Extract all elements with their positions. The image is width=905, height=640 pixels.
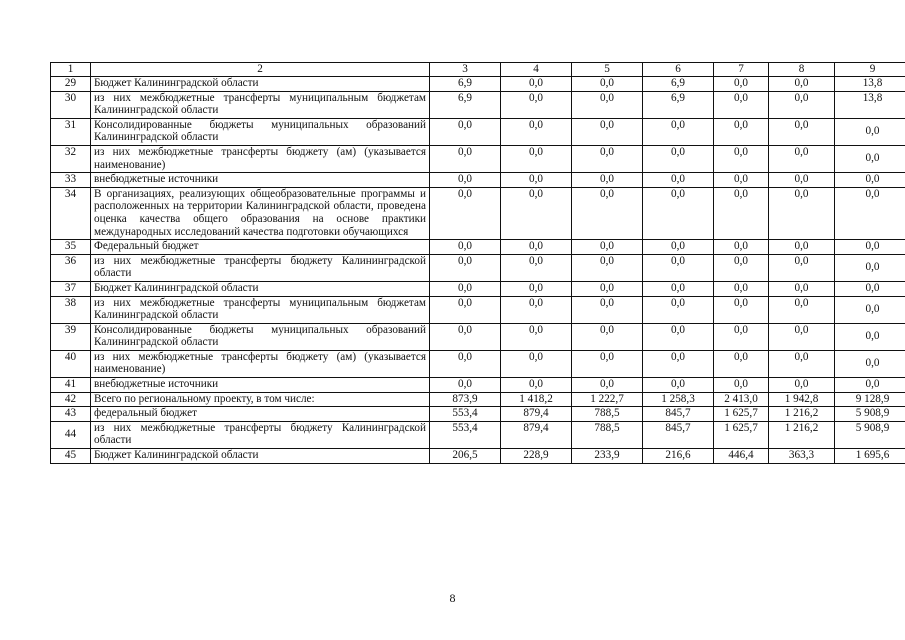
value-cell-col-8: 0,0 xyxy=(769,350,835,377)
value-cell-col-3: 0,0 xyxy=(430,145,501,172)
value-cell-col-9: 13,8 xyxy=(835,91,905,118)
value-cell-col-3: 0,0 xyxy=(430,378,501,393)
row-name: Консолидированные бюджеты муниципальных образований Калининградской области xyxy=(91,118,430,145)
value-cell-col-7: 1 625,7 xyxy=(714,407,769,422)
header-cell-9: 9 xyxy=(835,63,905,77)
table-row xyxy=(51,77,905,92)
header-cell-2: 2 xyxy=(91,63,430,77)
value-cell-col-9: 0,0 xyxy=(835,296,905,323)
value-cell-col-7: 0,0 xyxy=(714,187,769,239)
table-row xyxy=(51,323,905,350)
row-name: Бюджет Калининградской области xyxy=(91,281,430,296)
value-cell-col-7: 2 413,0 xyxy=(714,392,769,407)
value-cell-col-7: 0,0 xyxy=(714,173,769,188)
value-cell-col-6: 0,0 xyxy=(643,378,714,393)
budget-sheet xyxy=(50,62,890,464)
value-cell-col-8: 0,0 xyxy=(769,145,835,172)
row-name: из них межбюджетные трансферты муниципальным бюджетам Калининградской области xyxy=(91,296,430,323)
value-cell-col-4: 0,0 xyxy=(501,281,572,296)
row-number: 40 xyxy=(51,350,91,377)
value-cell-col-8: 0,0 xyxy=(769,254,835,281)
value-cell-col-4: 0,0 xyxy=(501,77,572,92)
value-cell-col-8: 0,0 xyxy=(769,240,835,255)
value-cell-col-8: 0,0 xyxy=(769,173,835,188)
table-row xyxy=(51,118,905,145)
row-number: 45 xyxy=(51,449,91,464)
row-name: внебюджетные источники xyxy=(91,173,430,188)
value-cell-col-9: 0,0 xyxy=(835,118,905,145)
row-name: Всего по региональному проекту, в том числе: xyxy=(91,392,430,407)
value-cell-col-6: 0,0 xyxy=(643,323,714,350)
value-cell-col-3: 0,0 xyxy=(430,323,501,350)
table-row xyxy=(51,187,905,239)
header-cell-4: 4 xyxy=(501,63,572,77)
row-number: 42 xyxy=(51,392,91,407)
value-cell-col-8: 0,0 xyxy=(769,378,835,393)
value-cell-col-3: 6,9 xyxy=(430,91,501,118)
value-cell-col-9: 0,0 xyxy=(835,323,905,350)
value-cell-col-9: 0,0 xyxy=(835,281,905,296)
value-cell-col-7: 446,4 xyxy=(714,449,769,464)
value-cell-col-5: 233,9 xyxy=(572,449,643,464)
value-cell-col-9: 0,0 xyxy=(835,240,905,255)
value-cell-col-8: 363,3 xyxy=(769,449,835,464)
value-cell-col-3: 0,0 xyxy=(430,118,501,145)
value-cell-col-8: 0,0 xyxy=(769,77,835,92)
value-cell-col-6: 0,0 xyxy=(643,118,714,145)
value-cell-col-5: 0,0 xyxy=(572,187,643,239)
value-cell-col-3: 6,9 xyxy=(430,77,501,92)
value-cell-col-9: 5 908,9 xyxy=(835,407,905,422)
page-number: 8 xyxy=(449,591,456,605)
row-number: 31 xyxy=(51,118,91,145)
header-cell-6: 6 xyxy=(643,63,714,77)
table-row xyxy=(51,449,905,464)
value-cell-col-8: 0,0 xyxy=(769,281,835,296)
value-cell-col-7: 1 625,7 xyxy=(714,421,769,448)
row-number: 41 xyxy=(51,378,91,393)
table-row xyxy=(51,350,905,377)
value-cell-col-8: 0,0 xyxy=(769,296,835,323)
value-cell-col-6: 0,0 xyxy=(643,240,714,255)
row-name: федеральный бюджет xyxy=(91,407,430,422)
row-number: 29 xyxy=(51,77,91,92)
table-row xyxy=(51,254,905,281)
value-cell-col-5: 0,0 xyxy=(572,281,643,296)
value-cell-col-6: 0,0 xyxy=(643,296,714,323)
value-cell-col-5: 0,0 xyxy=(572,77,643,92)
value-cell-col-9: 5 908,9 xyxy=(835,421,905,448)
column-number-header xyxy=(51,63,905,77)
header-cell-3: 3 xyxy=(430,63,501,77)
value-cell-col-3: 0,0 xyxy=(430,187,501,239)
row-number: 35 xyxy=(51,240,91,255)
table-row xyxy=(51,91,905,118)
value-cell-col-5: 788,5 xyxy=(572,421,643,448)
value-cell-col-5: 1 222,7 xyxy=(572,392,643,407)
value-cell-col-8: 0,0 xyxy=(769,187,835,239)
value-cell-col-5: 0,0 xyxy=(572,118,643,145)
value-cell-col-9: 0,0 xyxy=(835,145,905,172)
value-cell-col-3: 206,5 xyxy=(430,449,501,464)
value-cell-col-7: 0,0 xyxy=(714,145,769,172)
value-cell-col-3: 0,0 xyxy=(430,296,501,323)
value-cell-col-4: 0,0 xyxy=(501,296,572,323)
header-cell-8: 8 xyxy=(769,63,835,77)
row-number: 34 xyxy=(51,187,91,239)
value-cell-col-4: 0,0 xyxy=(501,240,572,255)
row-number: 36 xyxy=(51,254,91,281)
table-row xyxy=(51,281,905,296)
value-cell-col-8: 1 942,8 xyxy=(769,392,835,407)
row-name: Федеральный бюджет xyxy=(91,240,430,255)
table-row xyxy=(51,407,905,422)
value-cell-col-7: 0,0 xyxy=(714,77,769,92)
value-cell-col-5: 0,0 xyxy=(572,145,643,172)
header-cell-7: 7 xyxy=(714,63,769,77)
value-cell-col-5: 0,0 xyxy=(572,254,643,281)
value-cell-col-4: 228,9 xyxy=(501,449,572,464)
row-number: 30 xyxy=(51,91,91,118)
value-cell-col-9: 0,0 xyxy=(835,254,905,281)
row-number: 37 xyxy=(51,281,91,296)
value-cell-col-6: 1 258,3 xyxy=(643,392,714,407)
value-cell-col-8: 0,0 xyxy=(769,323,835,350)
value-cell-col-6: 0,0 xyxy=(643,173,714,188)
row-number: 32 xyxy=(51,145,91,172)
row-name: Бюджет Калининградской области xyxy=(91,77,430,92)
table-row xyxy=(51,145,905,172)
value-cell-col-3: 553,4 xyxy=(430,407,501,422)
value-cell-col-7: 0,0 xyxy=(714,91,769,118)
row-name: В организациях, реализующих общеобразовательные программы и расположенных на территории Калининградской области, проведена оценка качества общего образования на основе практики международных исследований качества подготовки обучающихся xyxy=(91,187,430,239)
value-cell-col-6: 6,9 xyxy=(643,77,714,92)
value-cell-col-5: 0,0 xyxy=(572,323,643,350)
header-cell-1: 1 xyxy=(51,63,91,77)
value-cell-col-5: 0,0 xyxy=(572,350,643,377)
row-name: из них межбюджетные трансферты бюджету (ам) (указывается наименование) xyxy=(91,350,430,377)
table-body xyxy=(51,63,905,464)
row-number: 39 xyxy=(51,323,91,350)
value-cell-col-8: 1 216,2 xyxy=(769,407,835,422)
row-name: из них межбюджетные трансферты муниципальным бюджетам Калининградской области xyxy=(91,91,430,118)
row-number: 38 xyxy=(51,296,91,323)
value-cell-col-6: 6,9 xyxy=(643,91,714,118)
value-cell-col-7: 0,0 xyxy=(714,118,769,145)
value-cell-col-3: 0,0 xyxy=(430,173,501,188)
value-cell-col-4: 0,0 xyxy=(501,323,572,350)
value-cell-col-5: 0,0 xyxy=(572,240,643,255)
value-cell-col-8: 0,0 xyxy=(769,118,835,145)
value-cell-col-7: 0,0 xyxy=(714,350,769,377)
value-cell-col-3: 0,0 xyxy=(430,350,501,377)
value-cell-col-4: 0,0 xyxy=(501,350,572,377)
row-name: Бюджет Калининградской области xyxy=(91,449,430,464)
value-cell-col-4: 879,4 xyxy=(501,407,572,422)
table-row xyxy=(51,392,905,407)
value-cell-col-3: 0,0 xyxy=(430,281,501,296)
row-name: из них межбюджетные трансферты бюджету Калининградской области xyxy=(91,254,430,281)
value-cell-col-6: 0,0 xyxy=(643,145,714,172)
value-cell-col-8: 0,0 xyxy=(769,91,835,118)
table-row xyxy=(51,240,905,255)
value-cell-col-5: 0,0 xyxy=(572,296,643,323)
table-row xyxy=(51,378,905,393)
value-cell-col-4: 0,0 xyxy=(501,187,572,239)
table-row xyxy=(51,173,905,188)
value-cell-col-6: 0,0 xyxy=(643,350,714,377)
row-number: 33 xyxy=(51,173,91,188)
value-cell-col-6: 0,0 xyxy=(643,281,714,296)
value-cell-col-3: 0,0 xyxy=(430,240,501,255)
value-cell-col-3: 0,0 xyxy=(430,254,501,281)
row-name: внебюджетные источники xyxy=(91,378,430,393)
value-cell-col-9: 13,8 xyxy=(835,77,905,92)
value-cell-col-9: 1 695,6 xyxy=(835,449,905,464)
value-cell-col-5: 0,0 xyxy=(572,378,643,393)
value-cell-col-6: 0,0 xyxy=(643,254,714,281)
value-cell-col-5: 788,5 xyxy=(572,407,643,422)
row-number: 43 xyxy=(51,407,91,422)
value-cell-col-6: 0,0 xyxy=(643,187,714,239)
value-cell-col-4: 0,0 xyxy=(501,378,572,393)
budget-table xyxy=(50,62,905,464)
value-cell-col-5: 0,0 xyxy=(572,91,643,118)
value-cell-col-4: 0,0 xyxy=(501,145,572,172)
value-cell-col-7: 0,0 xyxy=(714,254,769,281)
row-name: из них межбюджетные трансферты бюджету (ам) (указывается наименование) xyxy=(91,145,430,172)
value-cell-col-6: 845,7 xyxy=(643,407,714,422)
value-cell-col-9: 0,0 xyxy=(835,173,905,188)
row-name: Консолидированные бюджеты муниципальных образований Калининградской области xyxy=(91,323,430,350)
value-cell-col-4: 879,4 xyxy=(501,421,572,448)
value-cell-col-7: 0,0 xyxy=(714,240,769,255)
header-cell-5: 5 xyxy=(572,63,643,77)
row-name: из них межбюджетные трансферты бюджету Калининградской области xyxy=(91,421,430,448)
value-cell-col-3: 553,4 xyxy=(430,421,501,448)
value-cell-col-4: 1 418,2 xyxy=(501,392,572,407)
table-row xyxy=(51,421,905,448)
value-cell-col-4: 0,0 xyxy=(501,254,572,281)
value-cell-col-5: 0,0 xyxy=(572,173,643,188)
value-cell-col-7: 0,0 xyxy=(714,323,769,350)
value-cell-col-9: 0,0 xyxy=(835,378,905,393)
value-cell-col-4: 0,0 xyxy=(501,173,572,188)
value-cell-col-7: 0,0 xyxy=(714,281,769,296)
value-cell-col-7: 0,0 xyxy=(714,378,769,393)
value-cell-col-4: 0,0 xyxy=(501,118,572,145)
row-number: 44 xyxy=(51,421,91,448)
value-cell-col-8: 1 216,2 xyxy=(769,421,835,448)
value-cell-col-6: 216,6 xyxy=(643,449,714,464)
value-cell-col-4: 0,0 xyxy=(501,91,572,118)
table-row xyxy=(51,296,905,323)
value-cell-col-9: 9 128,9 xyxy=(835,392,905,407)
value-cell-col-9: 0,0 xyxy=(835,350,905,377)
value-cell-col-3: 873,9 xyxy=(430,392,501,407)
value-cell-col-9: 0,0 xyxy=(835,187,905,239)
value-cell-col-7: 0,0 xyxy=(714,296,769,323)
value-cell-col-6: 845,7 xyxy=(643,421,714,448)
